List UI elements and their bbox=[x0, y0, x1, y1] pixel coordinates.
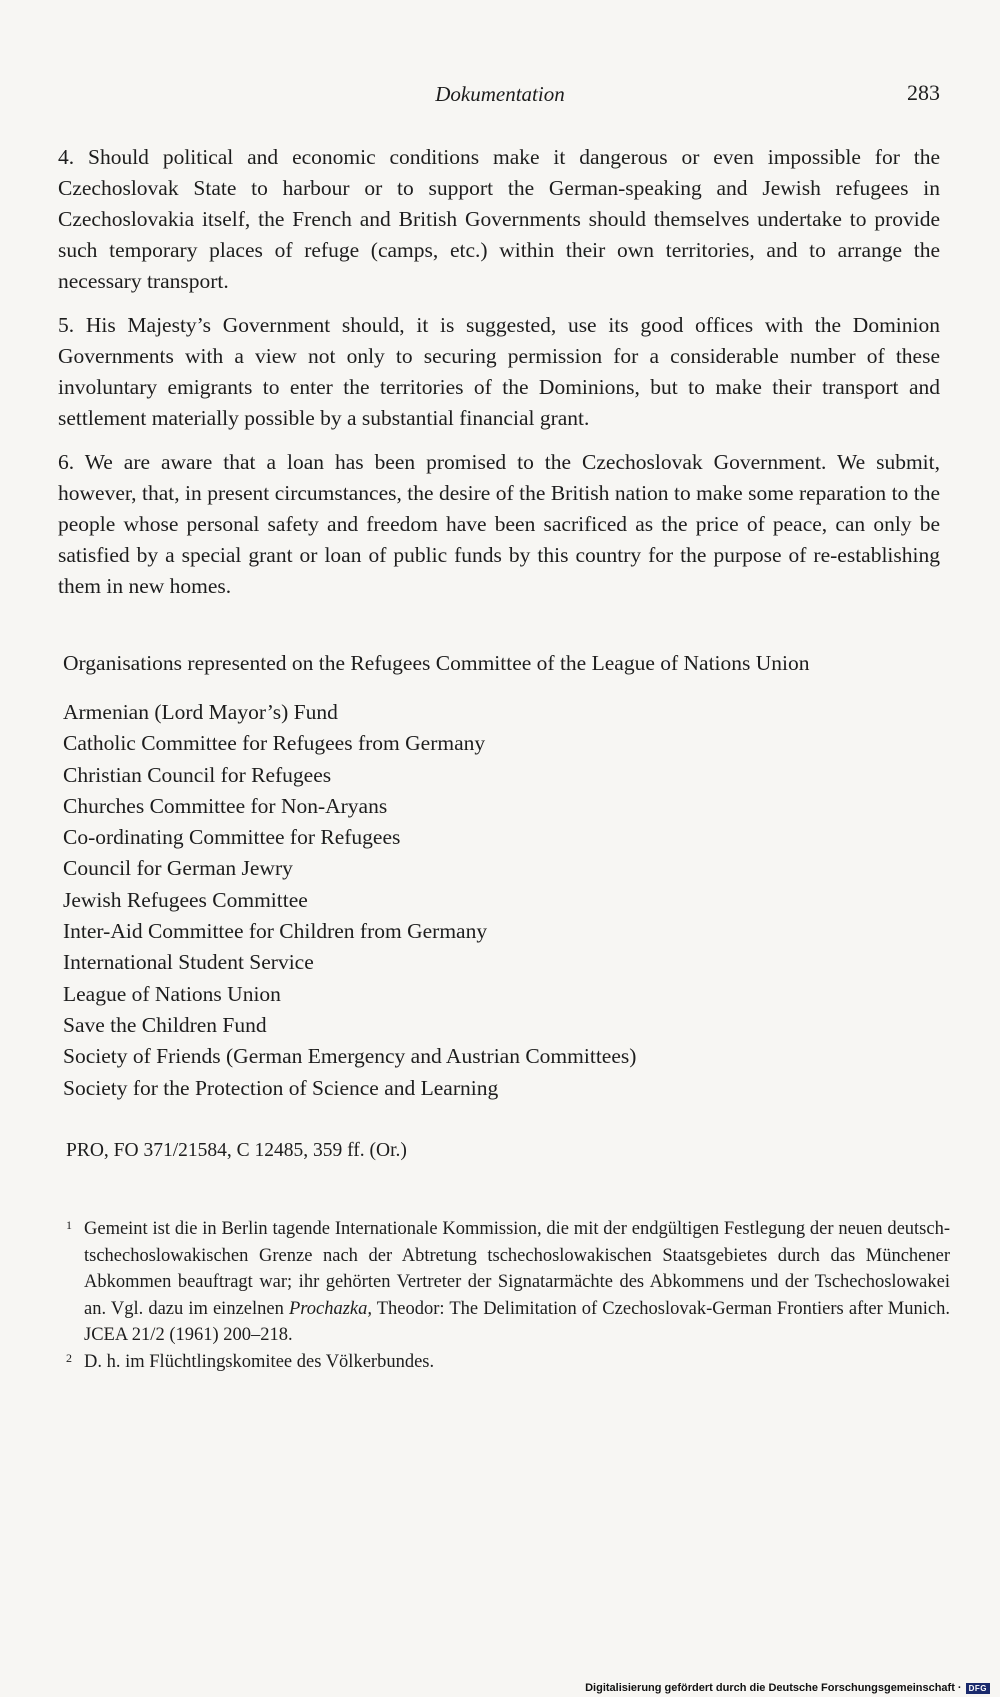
footnote-number: 2 bbox=[66, 1350, 72, 1365]
list-item: Council for German Jewry bbox=[63, 856, 293, 881]
list-item: Save the Children Fund bbox=[63, 1012, 267, 1037]
page-number: 283 bbox=[907, 80, 940, 105]
list-item: Jewish Refugees Committee bbox=[63, 887, 308, 912]
list-item: Christian Council for Refugees bbox=[63, 762, 332, 787]
footnote-text: Gemeint ist die in Berlin tagende Internationale Kommission, die mit der endgültigen Festlegung der neuen deutsch-tschechoslowakischen Grenze nach der Abtretung tschechoslowakischen Staatsgebietes durch das Münchener Abkommen beauftragt war; ihr gehörten Vertreter der Signatarmächte des Abkommens und der Tschechoslowakei an. Vgl. dazu im einzelnen bbox=[84, 1219, 950, 1319]
list-item: Churches Committee for Non-Aryans bbox=[63, 793, 388, 818]
list-item: Catholic Committee for Refugees from Germany bbox=[63, 731, 486, 756]
running-title: Dokumentation bbox=[435, 82, 565, 106]
paragraph-4: 4. Should political and economic conditions make it dangerous or even impossible for the Czechoslovak State to harbour or to support the German-speaking and Jewish refugees in Czechoslovakia itself, the French and British Governments should themselves undertake to provide such temporary places of refuge (camps, etc.) within their own territories, and to arrange the necessary transport. bbox=[58, 145, 940, 293]
list-item: League of Nations Union bbox=[63, 981, 281, 1006]
organisations-list bbox=[63, 697, 636, 1104]
digitization-credit bbox=[585, 1682, 990, 1694]
paragraph-6: 6. We are aware that a loan has been promised to the Czechoslovak Government. We submit, however, that, in present circumstances, the desire of the British nation to make some reparation to the people whose personal safety and freedom have been sacrificed as the price of peace, can only be satisfied by a special grant or loan of public funds by this country for the purpose of re-establishing them in new homes. bbox=[58, 450, 940, 598]
list-item: Armenian (Lord Mayor’s) Fund bbox=[63, 700, 338, 724]
footnote-number: 1 bbox=[66, 1218, 72, 1232]
footnote-author: Prochazka, bbox=[288, 1298, 372, 1319]
footnote-1 bbox=[62, 1216, 950, 1349]
dfg-logo: DFG bbox=[966, 1683, 990, 1694]
organisations-heading: Organisations represented on the Refugees Committee of the League of Nations Union bbox=[63, 651, 810, 675]
list-item: Inter-Aid Committee for Children from Germany bbox=[63, 919, 488, 944]
footnote-2 bbox=[62, 1349, 950, 1376]
footnotes bbox=[62, 1216, 950, 1375]
source-citation: PRO, FO 371/21584, C 12485, 359 ff. (Or.) bbox=[66, 1140, 407, 1161]
list-item: International Student Service bbox=[63, 950, 314, 975]
footnote-text-continued: Theodor: The Delimitation of Czechoslovak-German Frontiers after Munich. JCEA 21/2 (1961) 200–218. bbox=[84, 1298, 950, 1345]
list-item: Society of Friends (German Emergency and Austrian Committees) bbox=[63, 1044, 637, 1069]
list-item: Society for the Protection of Science and Learning bbox=[63, 1075, 499, 1100]
list-item: Co-ordinating Committee for Refugees bbox=[63, 825, 401, 850]
body-text bbox=[58, 142, 940, 615]
credit-text: Digitalisierung gefördert durch die Deutsche Forschungsgemeinschaft · bbox=[585, 1682, 962, 1694]
paragraph-5: 5. His Majesty’s Government should, it is suggested, use its good offices with the Dominion Governments with a view not only to securing permission for a considerable number of these involuntary emigrants to enter the territories of the Dominions, but to make their transport and settlement materially possible by a substantial financial grant. bbox=[58, 313, 940, 430]
footnote-text: D. h. im Flüchtlingskomitee des Völkerbundes. bbox=[84, 1351, 435, 1372]
